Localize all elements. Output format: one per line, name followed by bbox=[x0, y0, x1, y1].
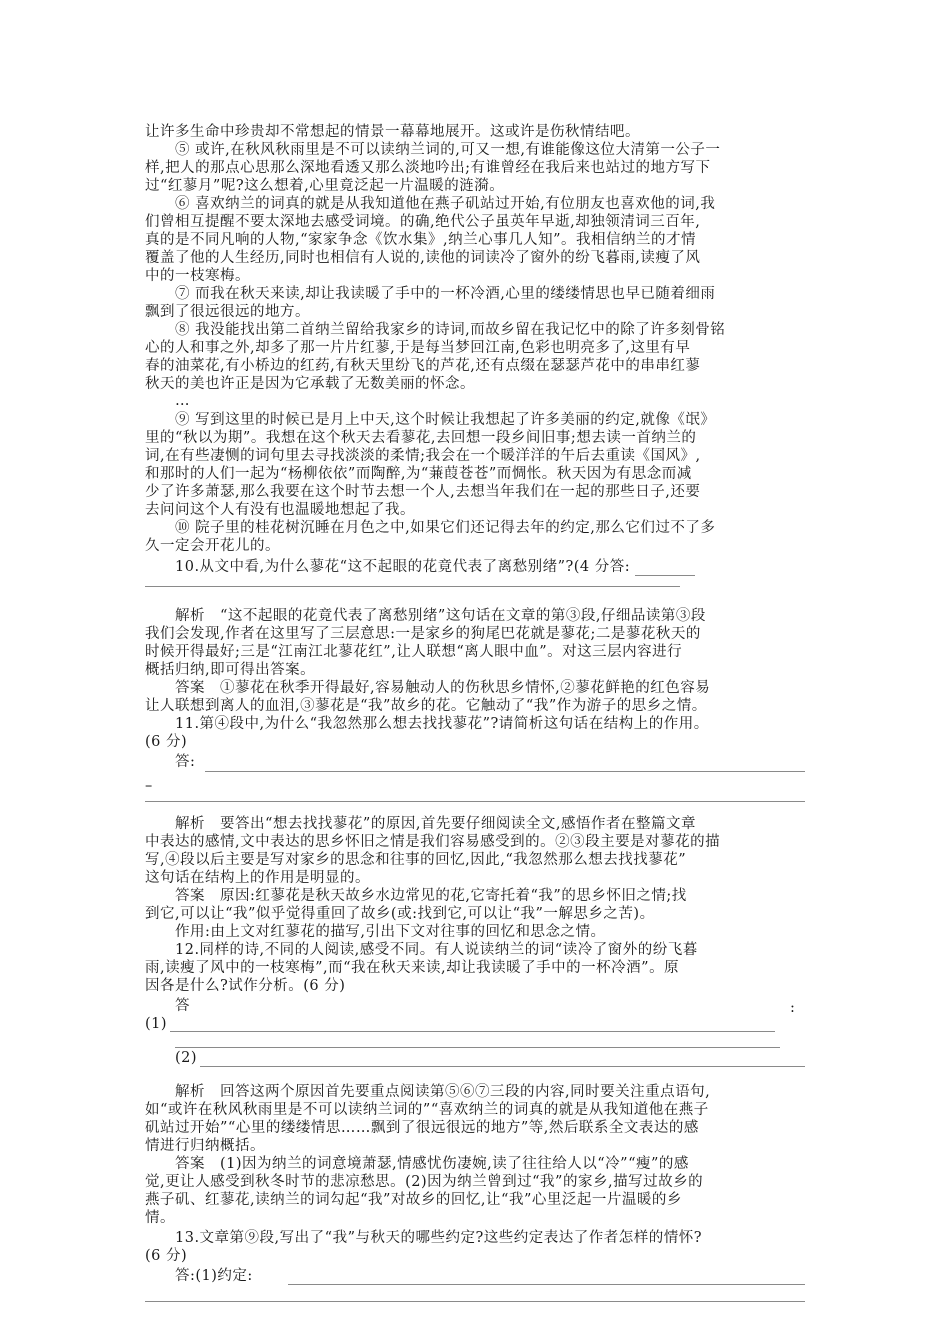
text-line: 秋天的美也许正是因为它承载了无数美丽的怀念。 bbox=[145, 376, 475, 392]
ellipsis: … bbox=[175, 393, 190, 409]
text-line: 让许多生命中珍贵却不常想起的情景一幕幕地展开。这或许是伤秋情结吧。 bbox=[145, 124, 640, 140]
answer-key-11: 答案 原因:红蓼花是秋天故乡水边常见的花,它寄托着“我”的思乡怀旧之情;找 bbox=[175, 888, 687, 904]
text-line: 们曾相互提醒不要太深地去感受词境。的确,绝代公子虽英年早逝,却独领清词三百年, bbox=[145, 214, 701, 230]
text-line: 飘到了很远很远的地方。 bbox=[145, 304, 310, 320]
text-line: 燕子矶、红蓼花,读纳兰的词勾起“我”对故乡的回忆,让“我”心里泛起一片温暖的乡 bbox=[145, 1192, 682, 1208]
answer-line bbox=[175, 1047, 780, 1048]
text-line: 中的一枝寒梅。 bbox=[145, 268, 250, 284]
answer-label: 答: bbox=[175, 754, 196, 770]
answer-line bbox=[145, 801, 805, 802]
answer-label: 答 bbox=[175, 998, 190, 1014]
answer-blank bbox=[635, 561, 695, 576]
text-line: 里的“秋以为期”。我想在这个秋天去看蓼花,去回想一段乡间旧事;想去读一首纳兰的 bbox=[145, 430, 697, 446]
text-line: 概括归纳,即可得出答案。 bbox=[145, 662, 316, 678]
text-line: 情进行归纳概括。 bbox=[145, 1138, 265, 1154]
text-line: 真的是不同凡响的人物,“家家争念《饮水集》,纳兰心事几人知”。我相信纳兰的才情 bbox=[145, 232, 697, 248]
question-10 bbox=[175, 558, 695, 576]
text-line: 中表达的感情,文中表达的思乡怀旧之情是我们容易感受到的。②③段主要是对蓼花的描 bbox=[145, 834, 721, 850]
answer-line bbox=[205, 771, 805, 772]
text-line: 久一定会开花儿的。 bbox=[145, 538, 280, 554]
answer-item-1-label: (1) bbox=[145, 1016, 168, 1032]
answer-line bbox=[288, 1284, 805, 1285]
answer-key-10: 答案 ①蓼花在秋季开得最好,容易触动人的伤秋思乡情怀,②蓼花鲜艳的红色容易 bbox=[175, 680, 711, 696]
text-line: 让人联想到离人的血泪,③蓼花是“我”故乡的花。它触动了“我”作为游子的思乡之情。 bbox=[145, 698, 707, 714]
dash-mark: – bbox=[145, 778, 153, 794]
text-line: 情。 bbox=[145, 1210, 175, 1226]
function-line: 作用:由上文对红蓼花的描写,引出下文对往事的回忆和思念之情。 bbox=[175, 924, 606, 940]
text-line: 去问问这个人有没有也温暖地想起了我。 bbox=[145, 502, 415, 518]
question-11: 11.第④段中,为什么“我忽然那么想去找找蓼花”?请简析这句话在结构上的作用。 bbox=[175, 716, 709, 732]
answer-item-2-label: (2) bbox=[175, 1050, 198, 1066]
answer-key-12: 答案 (1)因为纳兰的词意境萧瑟,情感忧伤凄婉,读了往往给人以“冷”“瘦”的感 bbox=[175, 1156, 689, 1172]
text-line: 我们会发现,作者在这里写了三层意思:一是家乡的狗尾巴花就是蓼花;二是蓼花秋天的 bbox=[145, 626, 701, 642]
text-line: 心的人和事之外,却多了那一片片红蓼,于是每当梦回江南,色彩也明亮多了,这里有早 bbox=[145, 340, 691, 356]
text-line: 矶站过开始”“心里的缕缕情思……飘到了很远很远的地方”等,然后联系全文表达的感 bbox=[145, 1120, 699, 1136]
text-line: 雨,读瘦了风中的一枝寒梅”,而“我在秋天来读,却让我读暖了手中的一杯冷酒”。原 bbox=[145, 960, 680, 976]
text-line: 因各是什么?试作分析。(6 分) bbox=[145, 978, 346, 994]
text-line: 写,④段以后主要是写对家乡的思念和往事的回忆,因此,“我忽然那么想去找找蓼花” bbox=[145, 852, 687, 868]
question-13: 13.文章第⑨段,写出了“我”与秋天的哪些约定?这些约定表达了作者怎样的情怀? bbox=[175, 1230, 703, 1246]
text-line: 覆盖了他的人生经历,同时也相信有人说的,读他的词读冷了窗外的纷飞暮雨,读瘦了风 bbox=[145, 250, 701, 266]
analysis-11: 解析 要答出“想去找找蓼花”的原因,首先要仔细阅读全文,感悟作者在整篇文章 bbox=[175, 816, 697, 832]
analysis-12: 解析 回答这两个原因首先要重点阅读第⑤⑥⑦三段的内容,同时要关注重点语句, bbox=[175, 1084, 711, 1100]
answer-label: 答:(1)约定: bbox=[175, 1268, 253, 1284]
text-line: 觉,更让人感受到秋冬时节的悲凉愁思。(2)因为纳兰曾到过“我”的家乡,描写过故乡的 bbox=[145, 1174, 704, 1190]
analysis-10: 解析 “这不起眼的花竟代表了离愁别绪”这句话在文章的第③段,仔细品读第③段 bbox=[175, 608, 706, 624]
text-line: (6 分) bbox=[145, 1248, 188, 1264]
answer-line bbox=[170, 1031, 775, 1032]
paragraph-6: ⑥ 喜欢纳兰的词真的就是从我知道他在燕子矶站过开始,有位朋友也喜欢他的词,我 bbox=[175, 196, 716, 212]
text-line: 少了许多萧瑟,那么我要在这个时节去想一个人,去想当年我们在一起的那些日子,还要 bbox=[145, 484, 701, 500]
text-line: 春的油菜花,有小桥边的红药,有秋天里纷飞的芦花,还有点缀在瑟瑟芦花中的串串红蓼 bbox=[145, 358, 701, 374]
question-12: 12.同样的诗,不同的人阅读,感受不同。有人说读纳兰的词“读冷了窗外的纷飞暮 bbox=[175, 942, 698, 958]
colon-mark: : bbox=[790, 1000, 796, 1016]
text-line: 过“红蓼月”呢?这么想着,心里竟泛起一片温暖的涟漪。 bbox=[145, 178, 505, 194]
text-line: 和那时的人们一起为“杨柳依依”而陶醉,为“蒹葭苍苍”而惆怅。秋天因为有思念而减 bbox=[145, 466, 692, 482]
text-line: 如“或许在秋风秋雨里是不可以读纳兰词的”“喜欢纳兰的词真的就是从我知道他在燕子 bbox=[145, 1102, 709, 1118]
answer-line bbox=[200, 1066, 805, 1067]
text-line: 样,把人的那点心思那么深地看透又那么淡地吟出;有谁曾经在我后来也站过的地方写下 bbox=[145, 160, 711, 176]
text-line: 时候开得最好;三是“江南江北蓼花红”,让人联想“离人眼中血”。对这三层内容进行 bbox=[145, 644, 683, 660]
text-line: 到它,可以让“我”似乎觉得重回了故乡(或:找到它,可以让“我”一解思乡之苦)。 bbox=[145, 906, 655, 922]
text-line: 这句话在结构上的作用是明显的。 bbox=[145, 870, 370, 886]
paragraph-10: ⑩ 院子里的桂花树沉睡在月色之中,如果它们还记得去年的约定,那么它们过不了多 bbox=[175, 520, 716, 536]
paragraph-8: ⑧ 我没能找出第二首纳兰留给我家乡的诗词,而故乡留在我记忆中的除了许多刻骨铭 bbox=[175, 322, 726, 338]
answer-line bbox=[145, 586, 680, 587]
text-line: 词,在有些凄恻的词句里去寻找淡淡的柔情;我会在一个暖洋洋的午后去重读《国风》, bbox=[145, 448, 701, 464]
paragraph-7: ⑦ 而我在秋天来读,却让我读暖了手中的一杯冷酒,心里的缕缕情思也早已随着细雨 bbox=[175, 286, 716, 302]
text-line: (6 分) bbox=[145, 734, 188, 750]
paragraph-5: ⑤ 或许,在秋风秋雨里是不可以读纳兰词的,可又一想,有谁能像这位大清第一公子一 bbox=[175, 142, 721, 158]
paragraph-9: ⑨ 写到这里的时候已是月上中天,这个时候让我想起了许多美丽的约定,就像《氓》 bbox=[175, 412, 716, 428]
question-10-text: 10.从文中看,为什么蓼花“这不起眼的花竟代表了离愁别绪”?(4 分答: bbox=[175, 559, 631, 575]
answer-line bbox=[145, 1301, 805, 1302]
